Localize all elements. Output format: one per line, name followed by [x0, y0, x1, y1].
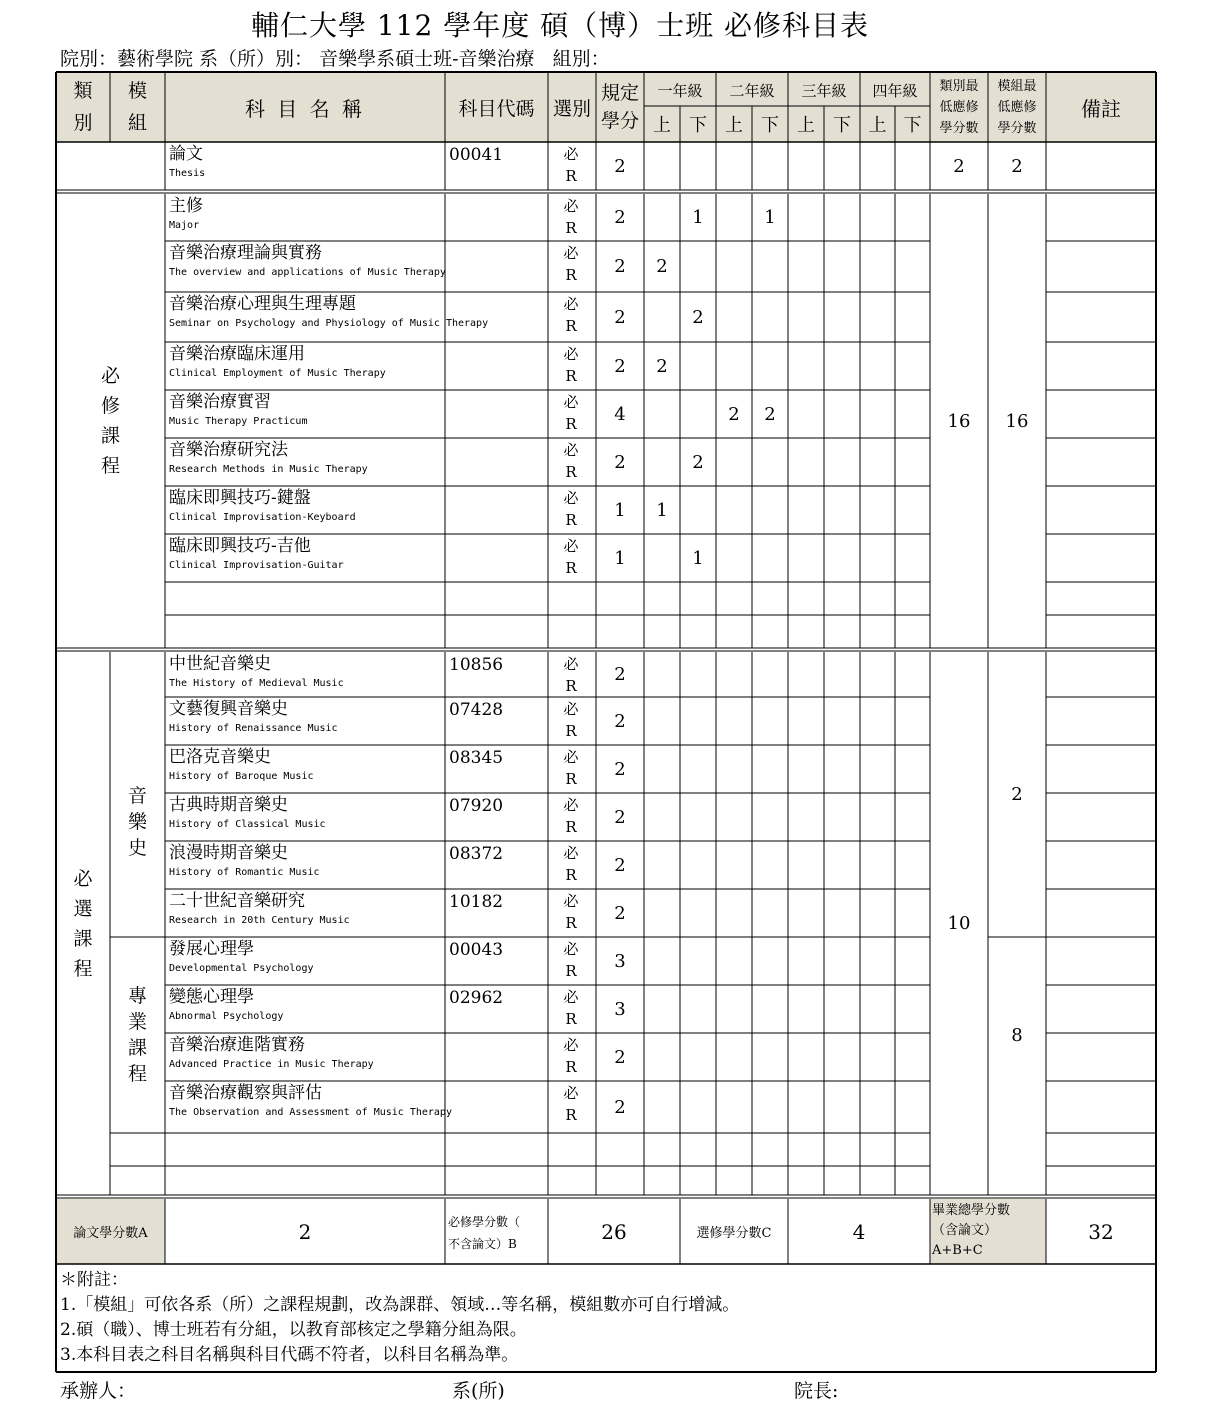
type-required: 必 — [563, 145, 579, 163]
page-title: 輔仁大學 112 學年度 碩（博）士班 必修科目表 — [250, 9, 870, 42]
summary-thesis-value: 2 — [298, 1219, 312, 1244]
type-r: R — [565, 914, 577, 932]
header-grade-2: 二年級 — [729, 81, 775, 100]
required-category-label — [56, 194, 165, 648]
required-category-min: 16 — [947, 410, 971, 432]
note-item-2: 2.碩（職）、博士班若有分組，以教育部核定之學籍分組為限。 — [60, 1320, 527, 1340]
summary-total-label-line: 畢業總學分數 — [932, 1203, 1011, 1218]
elective-category-min: 10 — [947, 913, 971, 934]
course-credits: 2 — [614, 155, 626, 177]
header-grade-1: 一年級 — [657, 81, 703, 100]
required-module-min: 16 — [1005, 410, 1029, 432]
type-r: R — [565, 317, 577, 335]
type-required: 必 — [563, 988, 579, 1006]
course-name: 音樂治療理論與實務 — [169, 243, 322, 263]
type-r: R — [565, 962, 577, 980]
type-required: 必 — [563, 295, 579, 313]
type-r: R — [565, 219, 577, 237]
header-sem-upper: 上 — [797, 115, 815, 136]
type-r: R — [565, 1106, 577, 1124]
header-sem-upper: 上 — [725, 115, 743, 136]
header-grade-4: 四年級 — [872, 81, 918, 100]
type-required: 必 — [563, 796, 579, 814]
module-music-history-label-char: 音 — [127, 785, 147, 807]
course-type — [548, 535, 594, 579]
semester-credits: 2 — [656, 256, 668, 277]
type-required: 必 — [563, 345, 579, 363]
course-type — [548, 391, 594, 435]
course-code: 10856 — [449, 655, 504, 675]
summary-total-value: 32 — [1088, 1219, 1114, 1244]
thesis-category-min: 2 — [953, 155, 965, 177]
type-required: 必 — [563, 393, 579, 411]
header-category-min-char: 低應修 — [939, 99, 979, 115]
course-english-name: The Observation and Assessment of Music Therapy — [169, 1107, 452, 1118]
course-name: 臨床即興技巧-吉他 — [169, 536, 311, 556]
type-required: 必 — [563, 748, 579, 766]
header-sem-upper: 上 — [653, 115, 671, 136]
type-r: R — [565, 866, 577, 884]
semester-credits: 1 — [764, 207, 776, 228]
course-credits: 2 — [614, 854, 626, 876]
summary-thesis-label: 論文學分數A — [73, 1226, 148, 1241]
course-name: 論文 — [169, 144, 203, 164]
required-category-label-char: 修 — [100, 395, 120, 417]
type-r: R — [565, 463, 577, 481]
course-name: 音樂治療研究法 — [169, 440, 288, 460]
course-type — [548, 439, 594, 483]
header-credits-char: 規定 — [600, 82, 639, 104]
elective-category-label-char: 必 — [73, 867, 93, 890]
course-english-name: Advanced Practice in Music Therapy — [169, 1059, 374, 1070]
course-english-name: History of Classical Music — [169, 819, 326, 830]
course-code: 00043 — [449, 940, 504, 960]
course-english-name: Major — [169, 220, 200, 231]
type-required: 必 — [563, 940, 579, 958]
module-professional-label-char: 專 — [127, 985, 147, 1007]
course-type — [548, 890, 594, 934]
course-credits: 2 — [614, 256, 626, 277]
header-sem-lower: 下 — [689, 115, 707, 136]
course-credits: 2 — [614, 1046, 626, 1068]
type-required: 必 — [563, 1084, 579, 1102]
required-category-label-char: 程 — [100, 455, 120, 477]
course-code: 10182 — [449, 892, 504, 912]
type-required: 必 — [563, 1036, 579, 1054]
course-english-name: The History of Medieval Music — [169, 678, 344, 689]
course-type — [548, 242, 594, 286]
course-credits: 3 — [614, 998, 626, 1020]
required-category-label-char: 必 — [100, 365, 120, 387]
module-professional-label-char: 程 — [127, 1063, 147, 1085]
semester-credits: 1 — [656, 499, 668, 521]
course-english-name: Clinical Improvisation-Guitar — [169, 560, 344, 571]
course-name: 音樂治療臨床運用 — [169, 344, 305, 364]
course-type — [548, 653, 594, 697]
module-professional-label — [110, 937, 165, 1133]
header-category-char: 別 — [73, 112, 93, 134]
summary-required-value: 26 — [601, 1219, 627, 1244]
module-music-history-label-char: 樂 — [127, 811, 147, 833]
course-type — [548, 487, 594, 531]
header-category-min-char: 學分數 — [939, 120, 979, 136]
course-credits: 4 — [614, 403, 626, 425]
summary-elective-label: 選修學分數C — [696, 1226, 772, 1241]
course-english-name: Music Therapy Practicum — [169, 416, 308, 427]
course-english-name: Research Methods in Music Therapy — [169, 464, 368, 475]
course-credits: 2 — [614, 710, 626, 732]
course-credits: 3 — [614, 950, 626, 972]
header-sem-lower: 下 — [833, 115, 851, 136]
course-credits: 2 — [614, 902, 626, 924]
summary-required-label-line: 必修學分數（ — [448, 1215, 521, 1229]
type-r: R — [565, 167, 577, 185]
module-professional-min: 8 — [1011, 1024, 1023, 1046]
elective-category-label-char: 課 — [73, 927, 93, 950]
note-item-1: 1.「模組」可依各系（所）之課程規劃，改為課群、領域…等名稱，模組數亦可自行增減。 — [60, 1295, 740, 1315]
semester-credits: 2 — [656, 355, 668, 377]
signature-handler: 承辦人： — [60, 1380, 137, 1402]
header-module-char: 組 — [127, 112, 147, 134]
header-module-min-char: 低應修 — [997, 99, 1037, 115]
course-credits: 1 — [614, 547, 626, 569]
header-category-char: 類 — [73, 80, 93, 102]
semester-credits: 2 — [692, 306, 704, 328]
type-r: R — [565, 1058, 577, 1076]
summary-elective-value: 4 — [852, 1219, 866, 1244]
elective-category-label-char: 程 — [73, 957, 93, 980]
course-credits: 1 — [614, 499, 626, 521]
course-english-name: Developmental Psychology — [169, 963, 314, 974]
course-code: 08372 — [449, 844, 504, 864]
course-type — [548, 1082, 594, 1126]
header-category — [56, 74, 110, 140]
type-r: R — [565, 367, 577, 385]
header-credits-char: 學分 — [600, 110, 639, 132]
course-english-name: History of Romantic Music — [169, 867, 320, 878]
type-required: 必 — [563, 700, 579, 718]
type-r: R — [565, 818, 577, 836]
summary-total-label — [932, 1201, 1010, 1261]
type-required: 必 — [563, 489, 579, 507]
course-credits: 2 — [614, 806, 626, 828]
type-required: 必 — [563, 441, 579, 459]
header-grade-3: 三年級 — [801, 81, 847, 100]
course-english-name: Abnormal Psychology — [169, 1011, 284, 1022]
type-r: R — [565, 770, 577, 788]
header-credits — [596, 74, 644, 140]
course-credits: 2 — [614, 451, 626, 473]
header-category-min — [930, 76, 988, 138]
course-credits: 2 — [614, 664, 626, 685]
summary-total-label-line: A+B+C — [932, 1243, 983, 1258]
type-r: R — [565, 415, 577, 433]
course-name: 變態心理學 — [169, 987, 254, 1007]
course-credits: 2 — [614, 207, 626, 228]
header-type: 選別 — [552, 97, 591, 120]
college-department-line: 院別：藝術學院 系（所）別： 音樂學系碩士班-音樂治療 組別： — [60, 48, 610, 70]
thesis-module-min: 2 — [1011, 155, 1023, 177]
type-required: 必 — [563, 537, 579, 555]
type-required: 必 — [563, 197, 579, 215]
course-name: 音樂治療實習 — [169, 392, 271, 412]
course-english-name: The overview and applications of Music Therapy — [169, 267, 446, 278]
type-r: R — [565, 677, 577, 695]
course-type — [548, 293, 594, 337]
course-type — [548, 986, 594, 1030]
course-code: 02962 — [449, 988, 504, 1008]
course-english-name: History of Baroque Music — [169, 771, 314, 782]
summary-required-label-line: 不含論文）B — [448, 1237, 517, 1251]
type-r: R — [565, 511, 577, 529]
course-english-name: Research in 20th Century Music — [169, 915, 350, 926]
semester-credits: 2 — [764, 403, 776, 425]
course-type — [548, 1034, 594, 1078]
elective-category-label — [56, 652, 110, 1195]
semester-credits: 1 — [692, 547, 704, 569]
type-required: 必 — [563, 892, 579, 910]
course-credits: 2 — [614, 1096, 626, 1118]
type-r: R — [565, 559, 577, 577]
type-required: 必 — [563, 655, 579, 673]
course-name: 音樂治療心理與生理專題 — [169, 294, 356, 314]
type-r: R — [565, 722, 577, 740]
course-code: 07920 — [449, 796, 504, 816]
course-type — [548, 698, 594, 742]
course-type — [548, 746, 594, 790]
course-name: 音樂治療觀察與評估 — [169, 1083, 322, 1103]
course-credits: 2 — [614, 758, 626, 780]
header-sem-lower: 下 — [903, 115, 922, 136]
semester-credits: 1 — [692, 207, 704, 228]
course-code: 07428 — [449, 700, 504, 720]
module-music-history-label-char: 史 — [127, 837, 147, 859]
course-code: 08345 — [449, 748, 504, 768]
header-course-code: 科目代碼 — [458, 97, 535, 120]
header-module-char: 模 — [127, 80, 147, 102]
course-name: 文藝復興音樂史 — [169, 699, 288, 719]
semester-credits: 2 — [728, 403, 740, 425]
course-type — [548, 195, 594, 239]
course-english-name: Clinical Employment of Music Therapy — [169, 368, 386, 379]
type-required: 必 — [563, 844, 579, 862]
header-sem-lower: 下 — [761, 115, 779, 136]
course-name: 浪漫時期音樂史 — [169, 843, 288, 863]
course-type — [548, 842, 594, 886]
type-required: 必 — [563, 244, 579, 262]
type-r: R — [565, 266, 577, 284]
signature-department: 系(所) — [452, 1380, 505, 1402]
required-category-label-char: 課 — [100, 425, 120, 447]
header-module-min — [988, 76, 1046, 138]
course-name: 臨床即興技巧-鍵盤 — [169, 488, 311, 508]
header-category-min-char: 類別最 — [939, 78, 979, 94]
course-type — [548, 343, 594, 387]
notes-heading: ＊附註： — [60, 1270, 128, 1290]
course-english-name: Seminar on Psychology and Physiology of Music Therapy — [169, 318, 489, 329]
header-sem-upper: 上 — [868, 115, 887, 136]
course-code: 00041 — [449, 145, 504, 165]
course-name: 主修 — [169, 196, 203, 216]
course-type — [548, 794, 594, 838]
header-remarks: 備註 — [1081, 96, 1121, 121]
header-module — [110, 74, 165, 140]
course-name: 發展心理學 — [169, 939, 254, 959]
elective-category-label-char: 選 — [73, 897, 93, 920]
course-credits: 2 — [614, 306, 626, 328]
note-item-3: 3.本科目表之科目名稱與科目代碼不符者，以科目名稱為準。 — [60, 1345, 519, 1365]
course-english-name: Thesis — [169, 168, 206, 179]
course-type — [548, 938, 594, 982]
course-credits: 2 — [614, 355, 626, 377]
notes — [60, 1268, 739, 1368]
course-name: 二十世紀音樂研究 — [169, 891, 305, 911]
module-professional-label-char: 課 — [127, 1037, 147, 1059]
header-module-min-char: 學分數 — [997, 120, 1037, 136]
course-name: 中世紀音樂史 — [169, 654, 271, 674]
course-name: 古典時期音樂史 — [169, 795, 288, 815]
type-r: R — [565, 1010, 577, 1028]
course-name: 巴洛克音樂史 — [169, 747, 271, 767]
header-course-name: 科 目 名 稱 — [244, 96, 366, 121]
course-english-name: Clinical Improvisation-Keyboard — [169, 512, 356, 523]
summary-required-label — [448, 1211, 520, 1255]
module-professional-label-char: 業 — [127, 1011, 147, 1033]
course-english-name: History of Renaissance Music — [169, 723, 338, 734]
module-music-history-min: 2 — [1011, 784, 1023, 805]
course-type — [548, 143, 594, 187]
header-module-min-char: 模組最 — [997, 78, 1037, 94]
semester-credits: 2 — [692, 451, 704, 473]
signature-dean: 院長: — [794, 1380, 839, 1402]
course-name: 音樂治療進階實務 — [169, 1035, 305, 1055]
summary-total-label-line: （含論文） — [932, 1223, 998, 1238]
